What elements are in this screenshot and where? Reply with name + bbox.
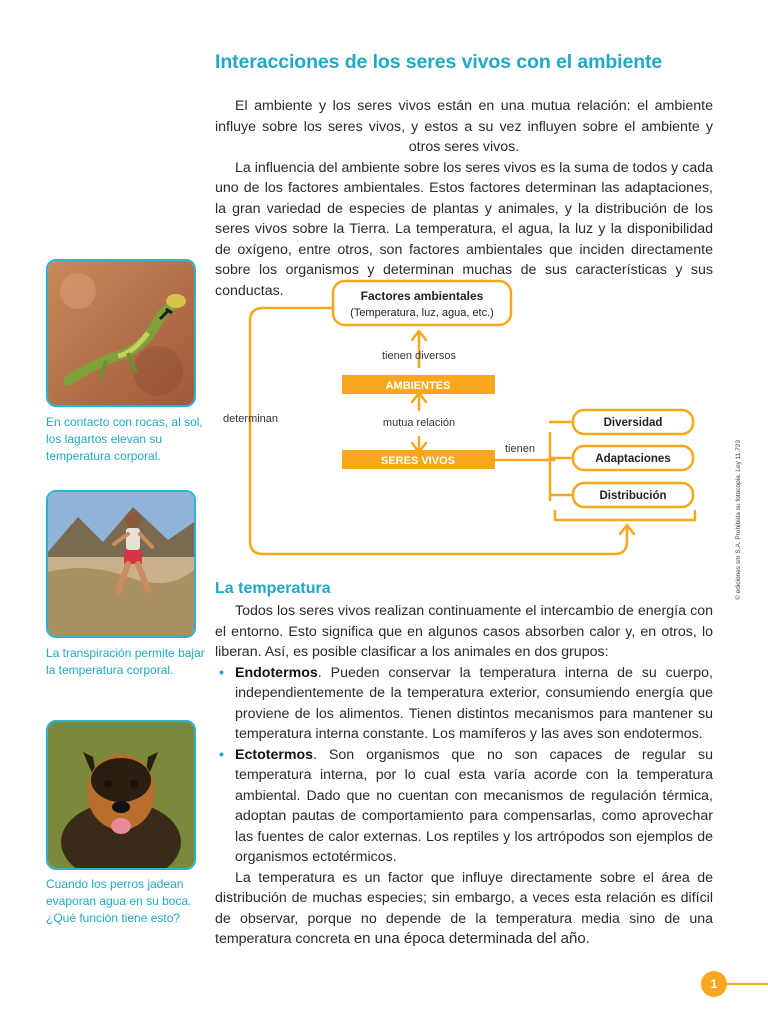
dog-photo: [46, 720, 196, 870]
section-intro: Todos los seres vivos realizan continuamente el intercambio de energía con el entorno. Esto significa que en algunos casos absorben calor y, en otros, lo liberan. Así, es posible clasificar a los animales en dos grupos:: [215, 603, 713, 660]
runner-illustration: [48, 492, 194, 636]
page-title: Interacciones de los seres vivos con el ambiente: [215, 51, 663, 73]
intro-paragraph: La influencia del ambiente sobre los seres vivos es la suma de todos y cada uno de los factores ambientales. Estos factores determinan las adaptaciones, la gran variedad de especies de plantas y animales, y la distribución de los seres vivos sobre la Tierra. La temperatura, el agua, la luz y la disponibilidad de oxígeno, entre otros, son factores ambientales que inciden directamente sobre los organismos y determinan muchas de sus características y sus conductas.: [215, 159, 713, 299]
dog-caption: Cuando los perros jadean evaporan agua en su boca. ¿Qué función tiene esto?: [46, 877, 192, 925]
factores-title: Factores ambientales: [360, 289, 484, 303]
determinan-label: determinan: [223, 413, 279, 425]
section-heading: La temperatura: [215, 580, 331, 597]
runner-photo: [46, 490, 196, 638]
tienen-diversos-label: tienen diversos: [382, 350, 456, 362]
determinan-line: [250, 308, 627, 554]
list-item-endotermos: [215, 663, 713, 745]
down-arrow-seres: [412, 437, 426, 452]
bullet-icon: •: [219, 746, 224, 763]
adaptaciones-label: Adaptaciones: [595, 453, 671, 465]
lizard-illustration: [48, 261, 194, 405]
page-number-rule: [727, 983, 768, 985]
dog-illustration: [48, 722, 194, 868]
endotermos-text: . Pueden conservar la temperatura interna de su cuerpo, independientemente de la temperatura exterior, consumiendo energía que proviene de los alimentos. Tienen distintos mecanismos para mantener su temperatura interna constante. Los mamíferos y las aves son endotermos.: [235, 664, 713, 742]
temperature-text: [215, 601, 713, 950]
diversidad-label: Diversidad: [603, 417, 663, 429]
concept-diagram: [215, 275, 715, 565]
tienen-connector: [495, 422, 573, 500]
list-item-ectotermos: [215, 745, 713, 868]
closing-paragraph: [215, 868, 713, 950]
up-arrow-ambientes: [412, 393, 426, 410]
distribucion-label: Distribución: [599, 490, 667, 502]
tienen-label: tienen: [505, 443, 535, 455]
term-endotermos: Endotermos: [235, 664, 318, 681]
closing-text: La temperatura es un factor que influye directamente sobre el área de distribución de muchas especies; sin embargo, a veces esta relación es difícil de observar, porque no depende de la temperatura media sino de una temperatura concreta: [215, 869, 713, 947]
factores-subtitle: (Temperatura, luz, agua, etc.): [350, 307, 494, 319]
intro-paragraph: El ambiente y los seres vivos están en una mutua relación: el ambiente influye sobre los seres vivos, y estos a su vez influyen sobre el ambiente y otros seres vivos.: [215, 98, 713, 155]
seres-vivos-label: SERES VIVOS: [381, 455, 455, 467]
lizard-photo: [46, 259, 196, 407]
bullet-icon: •: [219, 664, 224, 681]
outcomes-bracket: [555, 511, 695, 520]
ectotermos-text: . Son organismos que no son capaces de regular su temperatura interna, por lo cual esta varía acorde con la temperatura ambiental. Dado que no cuentan con mecanismos de regulación térmica, adoptan pautas de comportamiento para compensarlas, como aprovechar las fuentes de calor externas. Los reptiles y los artrópodos son ejemplos de organismos ectotérmicos.: [235, 746, 713, 865]
runner-caption: La transpiración permite bajar la temperatura corporal.: [46, 646, 205, 677]
animal-groups-list: [215, 663, 713, 868]
term-ectotermos: Ectotermos: [235, 746, 314, 763]
mutua-relacion-label: mutua relación: [382, 417, 456, 429]
copyright-text: © ediciones sm S.A. Prohibida su fotocopia. Ley 11.723: [735, 439, 742, 600]
lizard-caption: En contacto con rocas, al sol, los lagartos elevan su temperatura corporal.: [46, 415, 203, 463]
page-number: 1: [701, 971, 727, 997]
copyright-note: [735, 440, 747, 600]
closing-last-line: en una época determinada del año.: [353, 930, 590, 947]
ambientes-label: AMBIENTES: [385, 380, 451, 392]
intro-text: [215, 96, 713, 301]
